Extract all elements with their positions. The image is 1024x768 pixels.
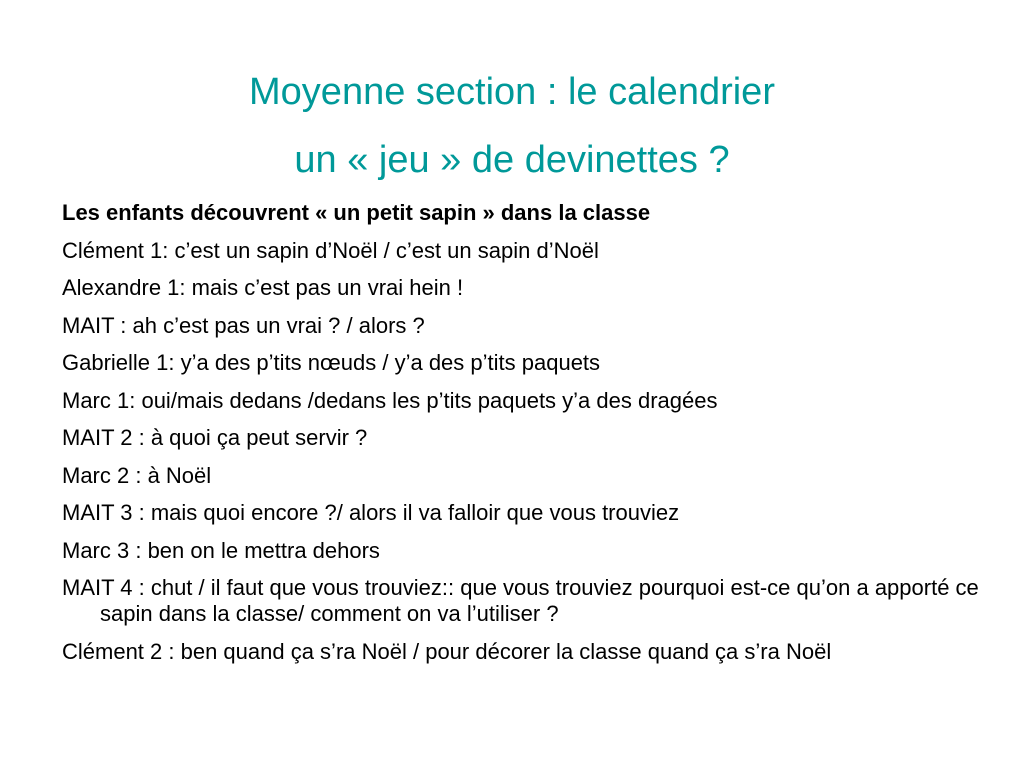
transcript-line: Clément 1: c’est un sapin d’Noël / c’est un sapin d’Noël <box>62 237 599 263</box>
transcript-line: Marc 3 : ben on le mettra dehors <box>62 537 380 563</box>
transcript-line: MAIT 2 : à quoi ça peut servir ? <box>62 425 368 450</box>
transcript-line: Alexandre 1: mais c’est pas un vrai hein ! <box>62 275 464 300</box>
transcript-line: Clément 2 : ben quand ça s’ra Noël / pour décorer la classe quand ça s’ra Noël <box>62 638 832 664</box>
transcript-line: Marc 2 : à Noël <box>62 462 212 488</box>
slide-title <box>0 58 1024 194</box>
transcript-line: MAIT 3 : mais quoi encore ?/ alors il va falloir que vous trouviez <box>62 500 680 525</box>
transcript-line: Gabrielle 1: y’a des p’tits nœuds / y’a des p’tits paquets <box>62 350 601 375</box>
transcript-line: MAIT : ah c’est pas un vrai ? / alors ? <box>62 312 425 338</box>
transcript-body <box>62 200 992 676</box>
transcript-intro: Les enfants découvrent « un petit sapin » dans la classe <box>62 200 651 225</box>
transcript-line: Marc 1: oui/mais dedans /dedans les p’tits paquets y’a des dragées <box>62 387 718 413</box>
transcript-line: MAIT 4 : chut / il faut que vous trouviez:: que vous trouviez pourquoi est-ce qu’on a apporté ce sapin dans la classe/ comment on va l’utiliser ? <box>62 575 979 626</box>
slide-title-line-2: un « jeu » de devinettes ? <box>294 139 730 181</box>
slide-title-line-1: Moyenne section : le calendrier <box>249 71 775 113</box>
